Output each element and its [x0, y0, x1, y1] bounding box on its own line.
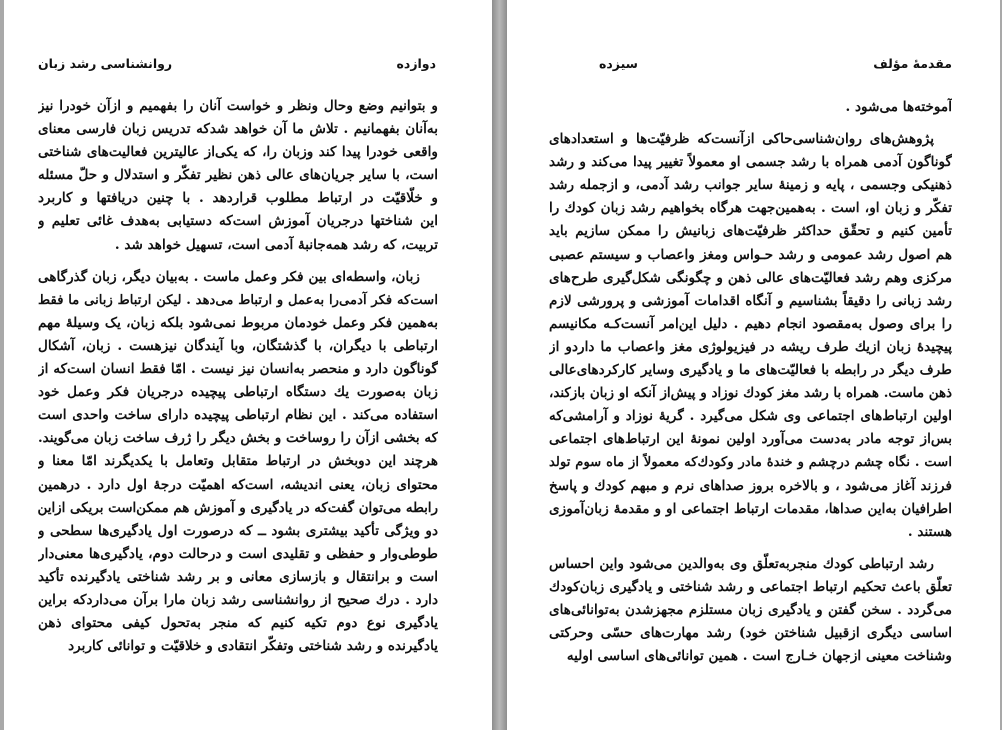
- text-line: را برای وصول به‌مقصود انجام دهیم . دلیل این‌امر آنست‌کـه مکانیسم: [549, 315, 952, 332]
- left-page-header: [38, 56, 436, 74]
- text-line: به‌همین فکر وعمل خودمان مربوط نمی‌شود بلکه زبان، یک وسیلهٔ مهم: [38, 314, 438, 331]
- text-line: یادگیری نوع دوم تکیه کنیم که منجر به‌تحول کیفی محتوای ذهن: [38, 615, 438, 632]
- text-line: آموخته‌ها می‌شود .: [845, 99, 952, 115]
- text-line: است و برانتقال و بازسازی معانی و بر رشد شناختی یادگیرنده تأکید: [38, 568, 438, 585]
- text-line: دو ویژگی تأکید بیشتری بشود ــ که درصورت اول یادگیری‌ها سطحی و: [38, 522, 438, 539]
- text-line: طرف دیگر در رابطه با فعالیّت‌های ما و یادگیری وسایر کارکردهای‌عالی: [549, 362, 952, 379]
- running-title: مقدمهٔ مؤلف: [873, 56, 952, 71]
- right-page: [507, 0, 1000, 730]
- text-line: تعلّق باعث تحکیم ارتباط اجتماعی و رشد شناختی و یادگیری زبان‌کودك: [549, 578, 952, 595]
- text-line: است . نگاه چشم درچشم و خندهٔ مادر وکودك‌که معمولاً از ماه سوم تولد: [549, 455, 952, 471]
- text-line: تفکّر و زبان او، است . به‌همین‌جهت هرگاه بخواهیم رشد زبان کودك را: [549, 200, 952, 217]
- text-line: هرچند این دوبخش در ارتباط متقابل وتعامل با یکدیگرند امّا معنا و: [38, 453, 438, 470]
- text-line: اولین ارتباط‌های اجتماعی وی شکل می‌گیرد . گریهٔ نوزاد و آرامشی‌که: [549, 408, 952, 425]
- text-line: اطرافیان به‌این صداها، مقدمات ارتباط اجتماعی او و مقدمهٔ زبان‌آموزی: [549, 500, 952, 517]
- text-line: پژوهش‌های روان‌شناسی‌حاکی ازآنست‌که ظرفیّت‌ها و استعدادهای: [549, 131, 934, 148]
- text-line: زبان به‌صورت یك دستگاه ارتباطی پیچیده درجریان فکر وعمل خود: [38, 384, 438, 401]
- text-line: استفاده می‌کند . این نظام ارتباطی پیچیده دارای ساخت واحدی است: [38, 407, 438, 424]
- text-line: که بخشی ازآن را روساخت و بخش دیگر را ژرف ساخت زبان می‌گویند.: [38, 430, 438, 447]
- left-page: [4, 0, 492, 730]
- text-line: ارتباطی با دیگران، با گذشتگان، وبا آیندگان نیزهست . زبان، آشکال: [38, 337, 438, 354]
- page-number: دوازده: [396, 56, 436, 71]
- text-line: طوطی‌وار و حفظی و تقلیدی است و درحالت دوم، یادگیری‌ها معنی‌دار: [38, 545, 438, 562]
- text-line: رابطه می‌توان گفت‌که در یادگیری و آموزش هم ممکن‌است بریکی ازاین: [38, 499, 438, 516]
- text-line: زبان، واسطه‌ای بین فکر وعمل ماست . به‌بیان دیگر، زبان گذرگاهی: [38, 268, 420, 285]
- text-line: هم اصول رشد عمومی و رشد حـواس ومغز واعصاب و سیستم عصبی: [549, 246, 952, 263]
- text-line: ذهنیکی وجسمی ، پایه و زمینهٔ سایر جوانب رشد آدمی، و ازجمله رشد: [549, 177, 952, 194]
- text-line: به‌آنان بفهمانیم . تلاش ما آن خواهد شدکه تدریس زبان فارسی معنای: [38, 121, 438, 138]
- text-line: مرکزی وهم رشد فعالیّت‌های عالی ذهن و چگونگی شکل‌گیری طرح‌های: [549, 269, 952, 286]
- text-line: بس‌از توجه مادر به‌دست می‌آورد اولین نمونهٔ این ارتباط‌های اجتماعی: [549, 431, 952, 448]
- right-page-header: [549, 56, 952, 74]
- text-line: است‌که فکر آدمی‌را به‌عمل و ارتباط می‌دهد . لیکن ارتباط زبانی ما فقط: [38, 292, 438, 308]
- text-line: تربیت، که رشد همه‌جانبهٔ آدمی است، تسهیل خواهد شد .: [114, 236, 438, 253]
- text-line: اساسی دیگری ازقبیل شناختن خود) رشد مهارت‌های حسّی وحرکتی: [549, 625, 952, 642]
- paragraph: [38, 95, 438, 257]
- text-line: محتوای زبان، یعنی اندیشه، است‌که اهمیّت درجهٔ اول دارد . درهمین: [38, 476, 438, 493]
- text-line: وشناخت معینی ازجهان خـارج است . همین توانائی‌های اساسی اولیه: [566, 648, 952, 665]
- text-line: رشد ارتباطی کودك منجربه‌تعلّق وی به‌والدین می‌شود واین احساس: [549, 555, 934, 572]
- text-line: واقعی خودرا پیدا کند وزبان را، که یکی‌از عالیترین فعالیت‌های شناختی: [38, 144, 438, 161]
- text-line: گوناگون دارد و منحصر به‌انسان نیز نیست . امّا فقط انسان است‌که از: [38, 361, 438, 378]
- paragraph: [549, 96, 952, 119]
- text-line: پیچیدهٔ زبان ازیك طرف ریشه در فیزیولوژی مغز واعصاب ما داردو از: [549, 338, 952, 355]
- text-line: و خلّاقیّت در ارتباط مطلوب قراردهد . با چنین دریافتها و کاربرد: [38, 190, 438, 207]
- text-line: تأمین کنیم و تحقّق حداکثر ظرفیّت‌های زبانیش را ممکن سازیم باید: [549, 223, 952, 240]
- text-line: هستند .: [907, 523, 952, 540]
- paragraph: [549, 128, 952, 544]
- running-title: روانشناسی رشد زبان: [38, 56, 173, 71]
- text-line: گوناگون آدمی همراه با رشد جسمی او معمولاً تغییر پیدا می‌کند و رشد: [549, 154, 952, 171]
- text-line: رشد زبانی را دقیقاً بشناسیم و آنگاه اقدامات آموزشی و پرورشی لازم: [549, 292, 952, 309]
- text-line: می‌گردد . سخن گفتن و یادگیری زبان مستلزم مجهزشدن به‌توانائی‌های: [549, 601, 952, 618]
- left-page-body: [38, 95, 438, 658]
- text-line: دارد . درك صحیح از روانشناسی رشد زبان مارا برآن می‌داردکه براین: [38, 591, 438, 608]
- text-line: و بتوانیم وضع وحال ونظر و خواست آنان را بفهمیم و ازآن خودرا نیز: [38, 98, 438, 114]
- paragraph: [549, 553, 952, 668]
- paragraph: [38, 266, 438, 659]
- page-number: سیزده: [599, 56, 638, 71]
- text-line: ذهن ماست. همراه با رشد مغز کودك نوزاد و پیش‌از آنکه او زبان بازکند،: [549, 385, 952, 402]
- text-line: فرزند آغاز می‌شود ، و بالاخره بروز صداهای نرم و مبهم کودك و پاسخ: [549, 477, 952, 494]
- right-page-body: [549, 96, 952, 668]
- text-line: این شناختها درجریان آموزش است‌که دستیابی به‌هدف غائی تعلیم و: [38, 213, 438, 230]
- text-line: است، با سایر جریان‌های عالی ذهن نظیر تفکّر و استدلال و حلّ مسئله: [38, 167, 438, 184]
- text-line: یادگیرنده و رشد شناختی وتفکّر انتقادی و خلاقیّت و توانائی کاربرد: [68, 638, 438, 655]
- book-gutter: [492, 0, 507, 730]
